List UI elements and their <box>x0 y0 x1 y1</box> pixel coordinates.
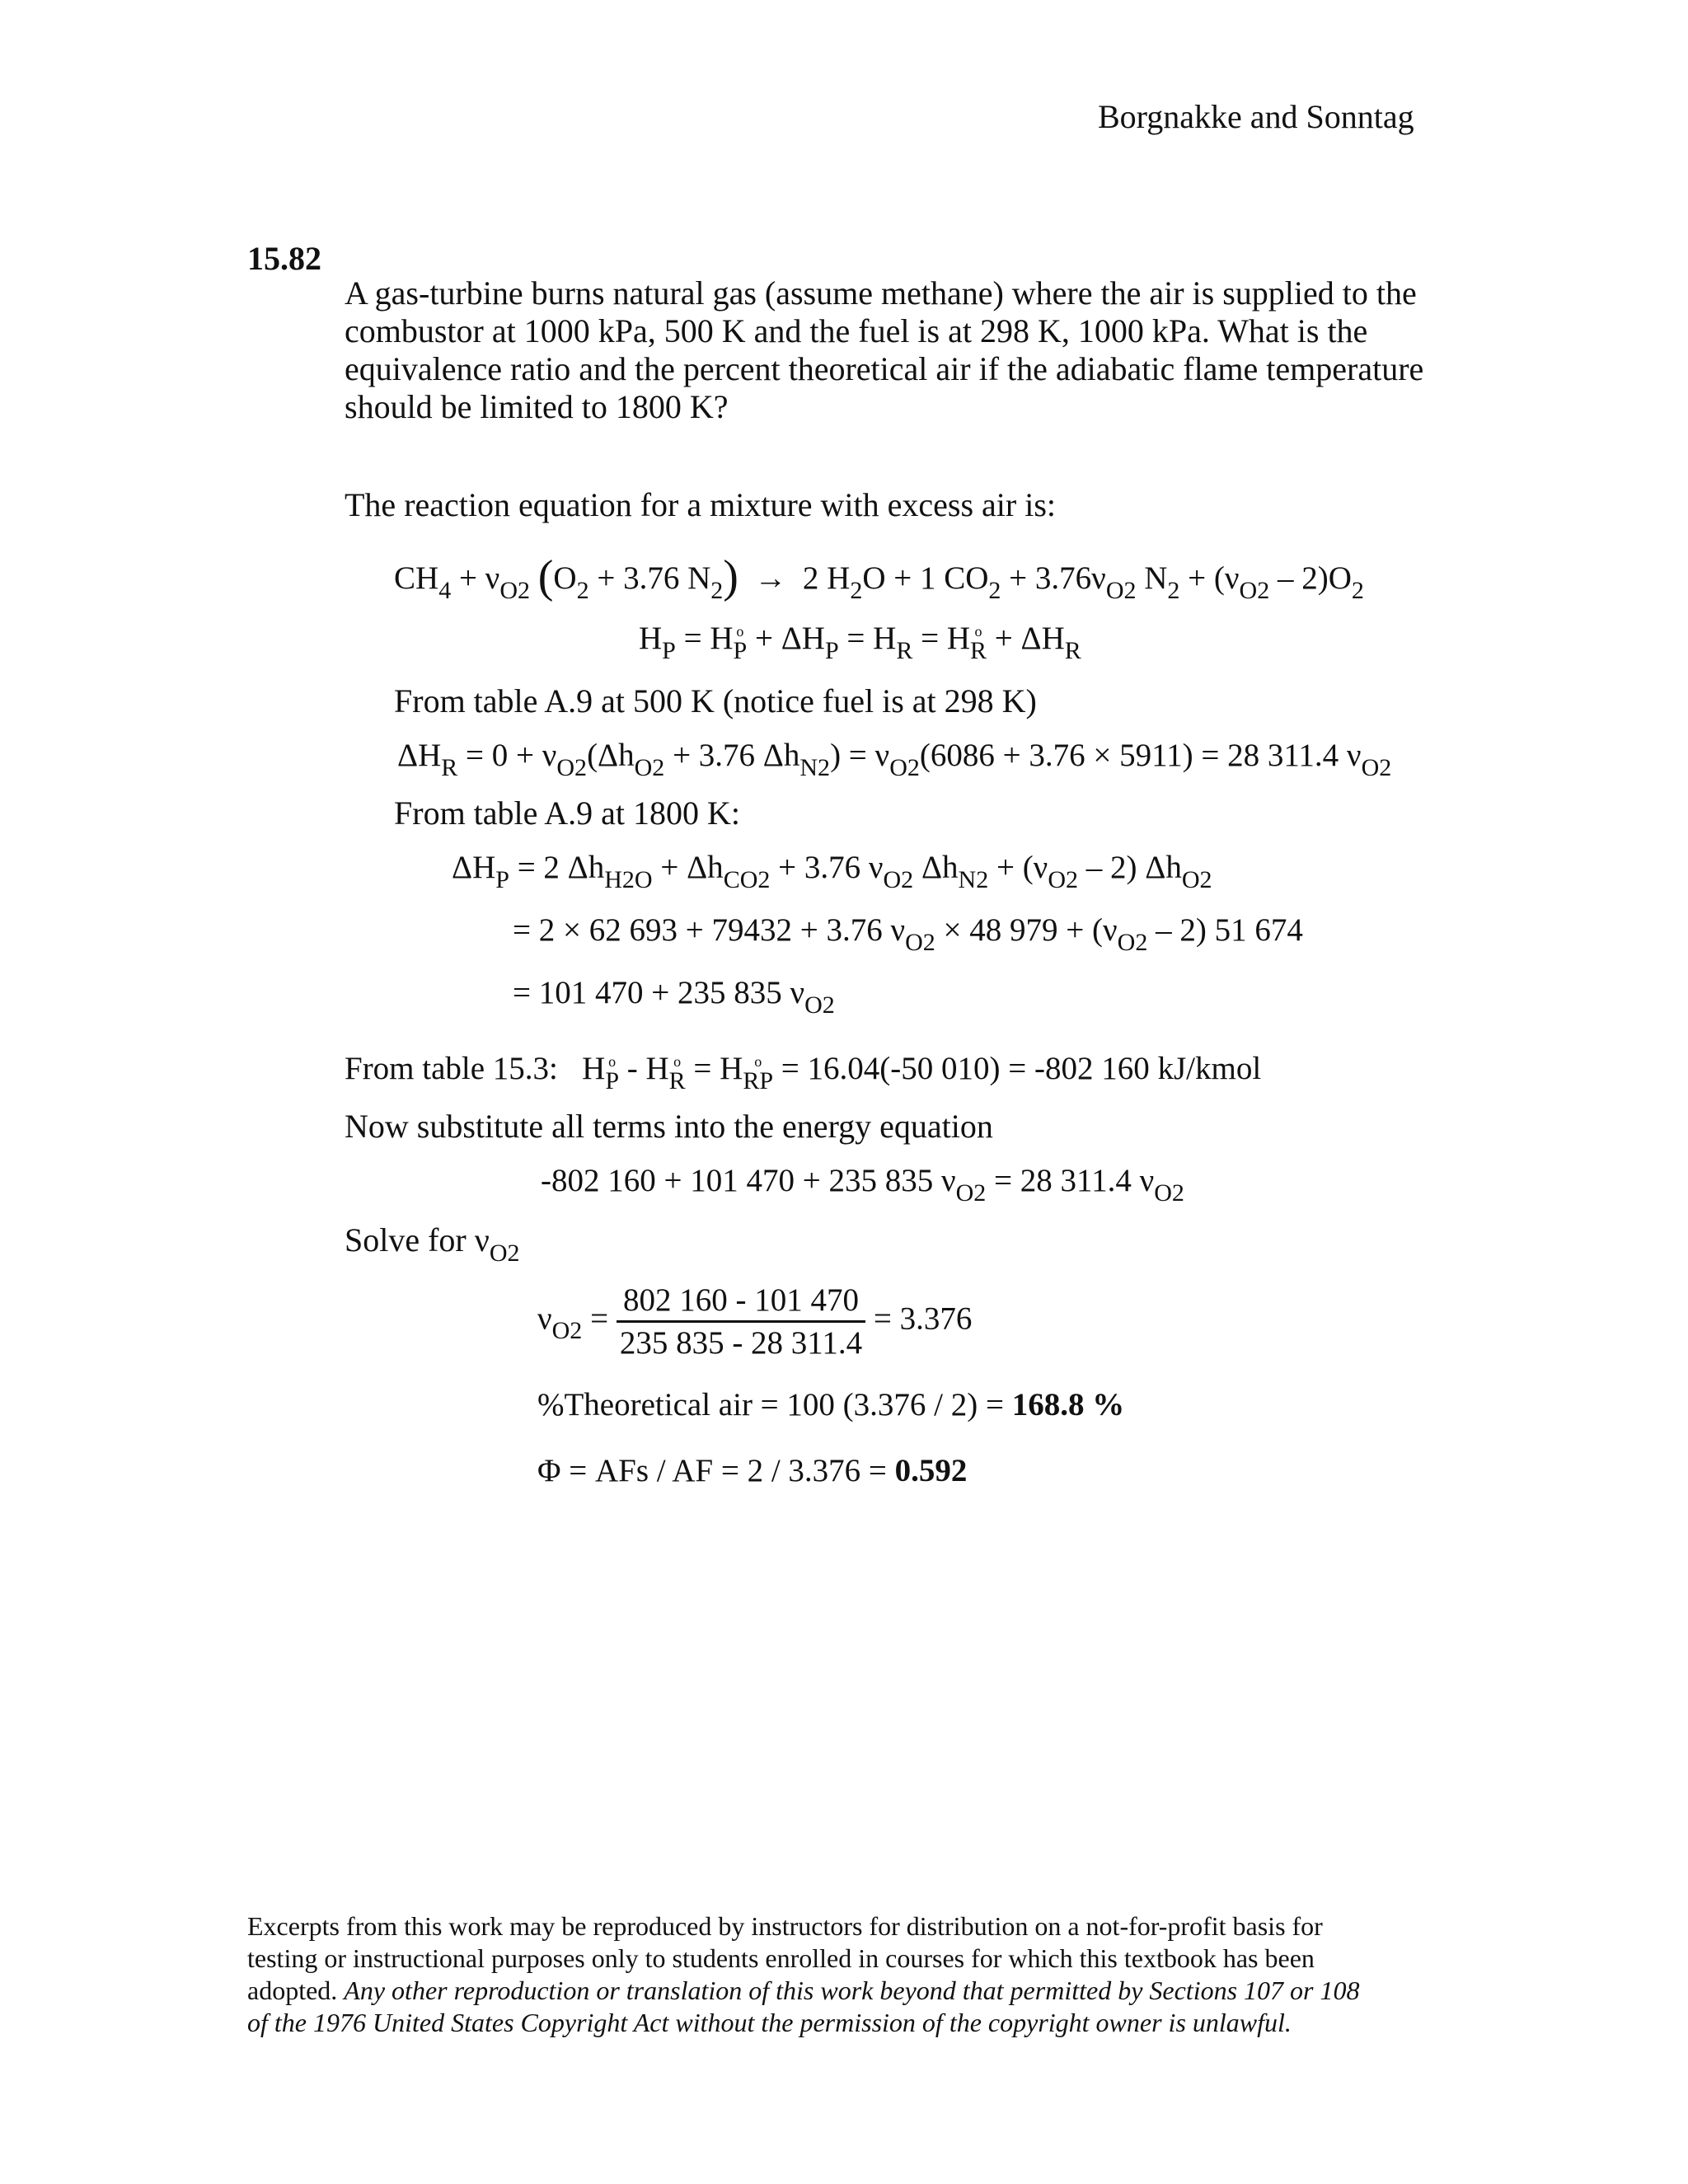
solution-intro: The reaction equation for a mixture with excess air is: <box>345 486 1057 523</box>
eq-text: + ΔH <box>987 621 1065 656</box>
eq-subscript: O2 <box>634 754 665 781</box>
eq-text: ΔH <box>452 850 496 885</box>
page-header-authors: Borgnakke and Sonntag <box>1098 98 1414 135</box>
eq-subscript: O2 <box>1048 866 1078 893</box>
solve-for-label: Solve for $\nu_{O2}$ <box>345 1221 520 1267</box>
statement-line: combustor at 1000 kPa, 500 K and the fuel is at 298 K, 1000 kPa. What is the <box>345 312 1368 349</box>
eq-text: H <box>582 1051 606 1086</box>
eq-subscript: O2 <box>804 991 835 1019</box>
eq-subscript: O2 <box>883 866 914 893</box>
eq-text: (6086 + 3.76 × 5911) = 28 311.4 ν <box>919 738 1362 773</box>
eq-text: – 2)O <box>1269 560 1352 596</box>
eq-text: CH <box>394 560 439 596</box>
eq-subscript: O2 <box>905 929 935 956</box>
eq-text: -802 160 + 101 470 + 235 835 ν <box>541 1163 956 1198</box>
eq-text: + (ν <box>988 850 1048 885</box>
eq-subscript: O2 <box>955 1179 987 1207</box>
fraction-result: = 3.376 <box>865 1301 973 1337</box>
nu-o2-fraction <box>537 1282 972 1361</box>
eq-subscript: o P <box>605 1053 619 1094</box>
eq-subscript: o RP <box>743 1053 774 1094</box>
energy-equation <box>639 620 1081 664</box>
eq-text: + ΔH <box>747 621 825 656</box>
eq-text: + 3.76ν <box>1001 560 1106 596</box>
footer-line: of the 1976 United States Copyright Act without the permission of the copyright owner is unlawful. <box>247 2008 1292 2037</box>
eq-text: – 2) Δh <box>1078 850 1182 885</box>
eq-subscript: P <box>662 637 676 664</box>
eq-subscript: 2 <box>576 577 589 604</box>
eq-text: = H <box>685 1051 743 1086</box>
eq-text: = <box>582 1301 617 1337</box>
eq-subscript: o R <box>970 623 987 664</box>
eq-subscript: N2 <box>799 754 831 781</box>
eq-subscript: O2 <box>1154 1179 1184 1207</box>
eq-text: Δh <box>913 850 959 885</box>
substitute-instruction: Now substitute all terms into the energy equation <box>345 1108 993 1145</box>
eq-subscript: P <box>824 637 839 664</box>
substituted-equation <box>541 1162 1184 1207</box>
eq-text: = H <box>675 621 734 656</box>
table-153-label: From table 15.3: <box>345 1051 583 1086</box>
eq-text: × 48 979 + (ν <box>935 912 1118 948</box>
eq-text: N <box>1136 560 1168 596</box>
eq-subscript: 2 <box>1351 577 1364 604</box>
footer-line: Excerpts from this work may be reproduced by instructors for distribution on a not-for-profit basis for <box>247 1911 1323 1941</box>
eq-subscript: o R <box>668 1053 686 1094</box>
eq-text: - H <box>619 1051 669 1086</box>
eq-subscript: O2 <box>556 754 588 781</box>
eq-subscript: H2O <box>604 866 653 893</box>
eq-text: = 16.04(-50 010) = -802 160 kJ/kmol <box>773 1051 1262 1086</box>
fraction-denominator: 235 835 - 28 311.4 <box>619 1325 863 1361</box>
copyright-footer <box>247 1910 1484 2039</box>
table-reference-1800k: From table A.9 at 1800 K: <box>394 794 740 832</box>
standard-state-mark: o <box>608 1053 617 1070</box>
eq-text: O <box>553 560 577 596</box>
eq-text: = 101 470 + 235 835 ν <box>513 975 805 1010</box>
standard-state-mark: o <box>974 623 982 640</box>
delta-hp-result <box>513 974 835 1019</box>
eq-text: = 2 Δh <box>509 850 605 885</box>
eq-subscript: O2 <box>1239 577 1270 604</box>
delta-hp-equation <box>452 849 1212 893</box>
reaction-arrow: → <box>754 560 787 596</box>
eq-subscript: 2 <box>988 577 1001 604</box>
eq-text: = 28 311.4 ν <box>986 1163 1155 1198</box>
eq-paren: ) <box>723 551 738 602</box>
delta-hr-equation <box>397 737 1392 781</box>
eq-subscript: CO2 <box>723 866 771 893</box>
theoretical-air-answer: 168.8 % <box>1011 1387 1125 1422</box>
eq-subscript: R <box>1064 637 1081 664</box>
eq-text: ) = ν <box>830 738 890 773</box>
statement-line: should be limited to 1800 K? <box>345 388 729 425</box>
statement-line: equivalence ratio and the percent theoretical air if the adiabatic flame temperature <box>345 350 1424 387</box>
eq-subscript: O2 <box>1105 577 1137 604</box>
fraction-numerator: 802 160 - 101 470 <box>617 1282 865 1323</box>
eq-text: = H <box>838 621 897 656</box>
footer-line: testing or instructional purposes only to students enrolled in courses for which this textbook has been <box>247 1943 1315 1973</box>
eq-subscript: 2 <box>1167 577 1180 604</box>
equivalence-ratio-answer: 0.592 <box>894 1453 968 1488</box>
standard-state-mark: o <box>673 1053 682 1070</box>
eq-text: + 3.76 N <box>588 560 711 596</box>
eq-text: 2 H <box>802 560 851 596</box>
eq-subscript: O2 <box>1181 866 1212 893</box>
table-reference-500k: From table A.9 at 500 K (notice fuel is at 298 K) <box>394 682 1037 719</box>
eq-subscript: N2 <box>958 866 989 893</box>
eq-subscript: R <box>441 754 458 781</box>
eq-text: + 3.76 Δh <box>664 738 800 773</box>
eq-subscript: O2 <box>1361 754 1392 781</box>
eq-text: = H <box>912 621 971 656</box>
eq-text: + (ν <box>1179 560 1240 596</box>
eq-subscript: O2 <box>489 1240 520 1267</box>
eq-subscript: O2 <box>1117 929 1148 956</box>
equivalence-ratio-text: Φ = AFs / AF = 2 / 3.376 = <box>537 1453 895 1488</box>
eq-subscript: 2 <box>850 577 863 604</box>
eq-text: + 3.76 ν <box>770 850 884 885</box>
theoretical-air-text: %Theoretical air = 100 (3.376 / 2) = <box>537 1387 1012 1422</box>
eq-text: O + 1 CO <box>862 560 989 596</box>
theoretical-air-line <box>537 1386 1124 1423</box>
eq-subscript: O2 <box>889 754 920 781</box>
eq-text: (Δh <box>587 738 635 773</box>
eq-subscript: 4 <box>438 577 452 604</box>
reaction-equation <box>394 547 1364 604</box>
eq-text: + ν <box>451 560 500 596</box>
eq-subscript: R <box>896 637 913 664</box>
fraction <box>617 1282 865 1361</box>
footer-line: adopted. Any other reproduction or translation of this work beyond that permitted by Sections 107 or 108 <box>247 1975 1360 2005</box>
eq-text: – 2) 51 674 <box>1147 912 1303 948</box>
standard-state-mark: o <box>754 1053 762 1070</box>
eq-subscript: P <box>495 866 509 893</box>
eq-subscript: O2 <box>551 1317 583 1345</box>
equivalence-ratio-line <box>537 1452 967 1489</box>
eq-text: ν <box>537 1301 552 1337</box>
statement-line: A gas-turbine burns natural gas (assume methane) where the air is supplied to the <box>345 274 1417 312</box>
eq-paren: ( <box>537 551 554 602</box>
eq-text: + Δh <box>652 850 724 885</box>
table-153-line <box>345 1050 1262 1094</box>
eq-text: = 0 + ν <box>457 738 557 773</box>
eq-subscript: O2 <box>499 577 530 604</box>
eq-text: H <box>639 621 663 656</box>
eq-text: = 2 × 62 693 + 79432 + 3.76 ν <box>513 912 906 948</box>
delta-hp-expansion <box>513 912 1303 956</box>
problem-statement <box>345 274 1441 426</box>
problem-number: 15.82 <box>247 240 321 277</box>
eq-text: ΔH <box>397 738 442 773</box>
standard-state-mark: o <box>736 623 744 640</box>
eq-subscript: 2 <box>710 577 724 604</box>
eq-subscript: o P <box>733 623 748 664</box>
